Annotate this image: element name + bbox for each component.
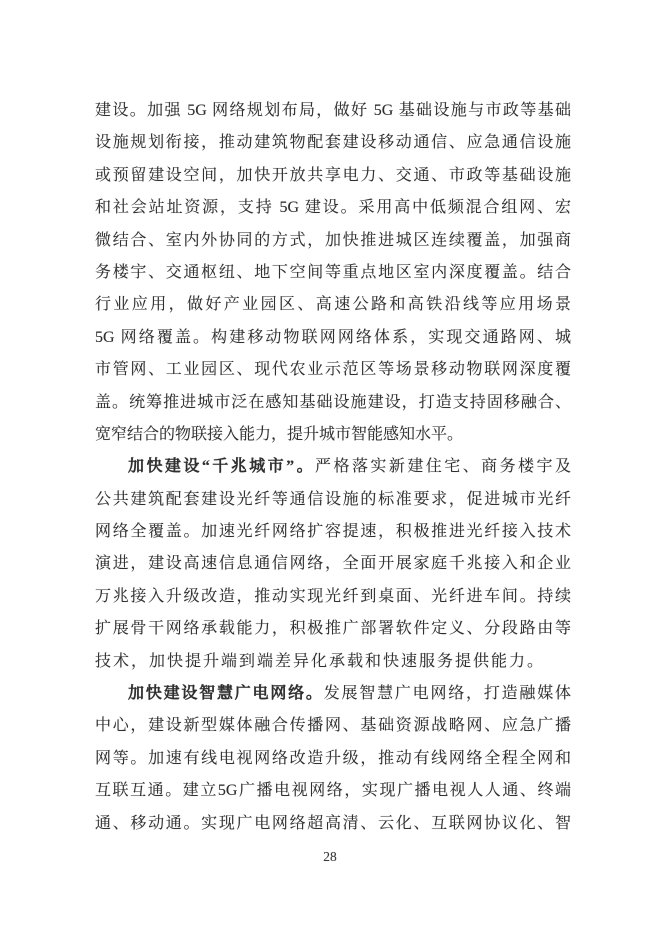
text-line: [95, 646, 571, 678]
text-line: [95, 127, 571, 159]
line-text: 互联互通。建立5G广播电视网络，实现广播电视人人通、终端: [95, 782, 571, 800]
text-line: [95, 743, 571, 775]
line-text: 扩展骨干网络承载能力，积极推广部署软件定义、分段路由等: [95, 620, 571, 638]
line-text: 严格落实新建住宅、商务楼宇及: [315, 458, 571, 476]
text-line: [95, 289, 571, 321]
line-text: 发展智慧广电网络，打造融媒体: [323, 685, 571, 703]
line-text: 建设。加强 5G 网络规划布局，做好 5G 基础设施与市政等基础: [95, 102, 571, 119]
line-text: 行业应用，做好产业园区、高速公路和高铁沿线等应用场景: [95, 296, 571, 314]
line-text: 公共建筑配套建设光纤等通信设施的标准要求，促进城市光纤: [95, 490, 571, 508]
text-line: [95, 548, 571, 580]
text-line: [95, 225, 571, 257]
text-line: [95, 808, 571, 840]
paragraph-lead: 加快建设智慧广电网络。: [128, 685, 324, 703]
line-text: 中心，建设新型媒体融合传播网、基础资源战略网、应急广播: [95, 717, 571, 735]
text-line: [95, 387, 571, 419]
text-line: [95, 192, 571, 224]
paragraph-lead: 加快建设“千兆城市”。: [128, 458, 316, 476]
text-line: [95, 678, 571, 710]
text-line: [95, 419, 571, 451]
line-text: 盖。统筹推进城市泛在感知基础设施建设，打造支持固移融合、: [95, 393, 571, 411]
text-line: [95, 354, 571, 386]
page-number: 28: [323, 849, 337, 864]
line-text: 和社会站址资源，支持 5G 建设。采用高中低频混合组网、宏: [95, 199, 571, 217]
text-line: [95, 484, 571, 516]
line-text: 市管网、工业园区、现代农业示范区等场景移动物联网深度覆: [95, 361, 571, 379]
text-line: [95, 257, 571, 289]
text-line: [95, 613, 571, 645]
page-body-text: [95, 95, 571, 840]
text-line: [95, 160, 571, 192]
line-text: 微结合、室内外协同的方式，加快推进城区连续覆盖，加强商: [95, 231, 571, 249]
text-line: [95, 516, 571, 548]
text-line: [95, 775, 571, 807]
line-text: 网络全覆盖。加速光纤网络扩容提速，积极推进光纤接入技术: [95, 523, 571, 541]
text-line: [95, 451, 571, 483]
line-text: 5G 网络覆盖。构建移动物联网网络体系，实现交通路网、城: [95, 328, 571, 346]
line-text: 宽窄结合的物联接入能力，提升城市智能感知水平。: [95, 425, 464, 443]
text-line: [95, 95, 571, 127]
line-text: 网等。加速有线电视网络改造升级，推动有线网络全程全网和: [95, 749, 571, 767]
line-text: 通、移动通。实现广电网络超高清、云化、互联网协议化、智: [95, 814, 571, 832]
text-line: [95, 581, 571, 613]
line-text: 技术，加快提升端到端差异化承载和快速服务提供能力。: [95, 652, 546, 670]
text-line: [95, 322, 571, 354]
line-text: 务楼宇、交通枢纽、地下空间等重点地区室内深度覆盖。结合: [95, 263, 571, 281]
line-text: 设施规划衔接，推动建筑物配套建设移动通信、应急通信设施: [95, 134, 571, 152]
text-line: [95, 710, 571, 742]
line-text: 万兆接入升级改造，推动实现光纤到桌面、光纤进车间。持续: [95, 587, 571, 605]
line-text: 演进，建设高速信息通信网络，全面开展家庭千兆接入和企业: [95, 555, 571, 573]
line-text: 或预留建设空间，加快开放共享电力、交通、市政等基础设施: [95, 166, 571, 184]
